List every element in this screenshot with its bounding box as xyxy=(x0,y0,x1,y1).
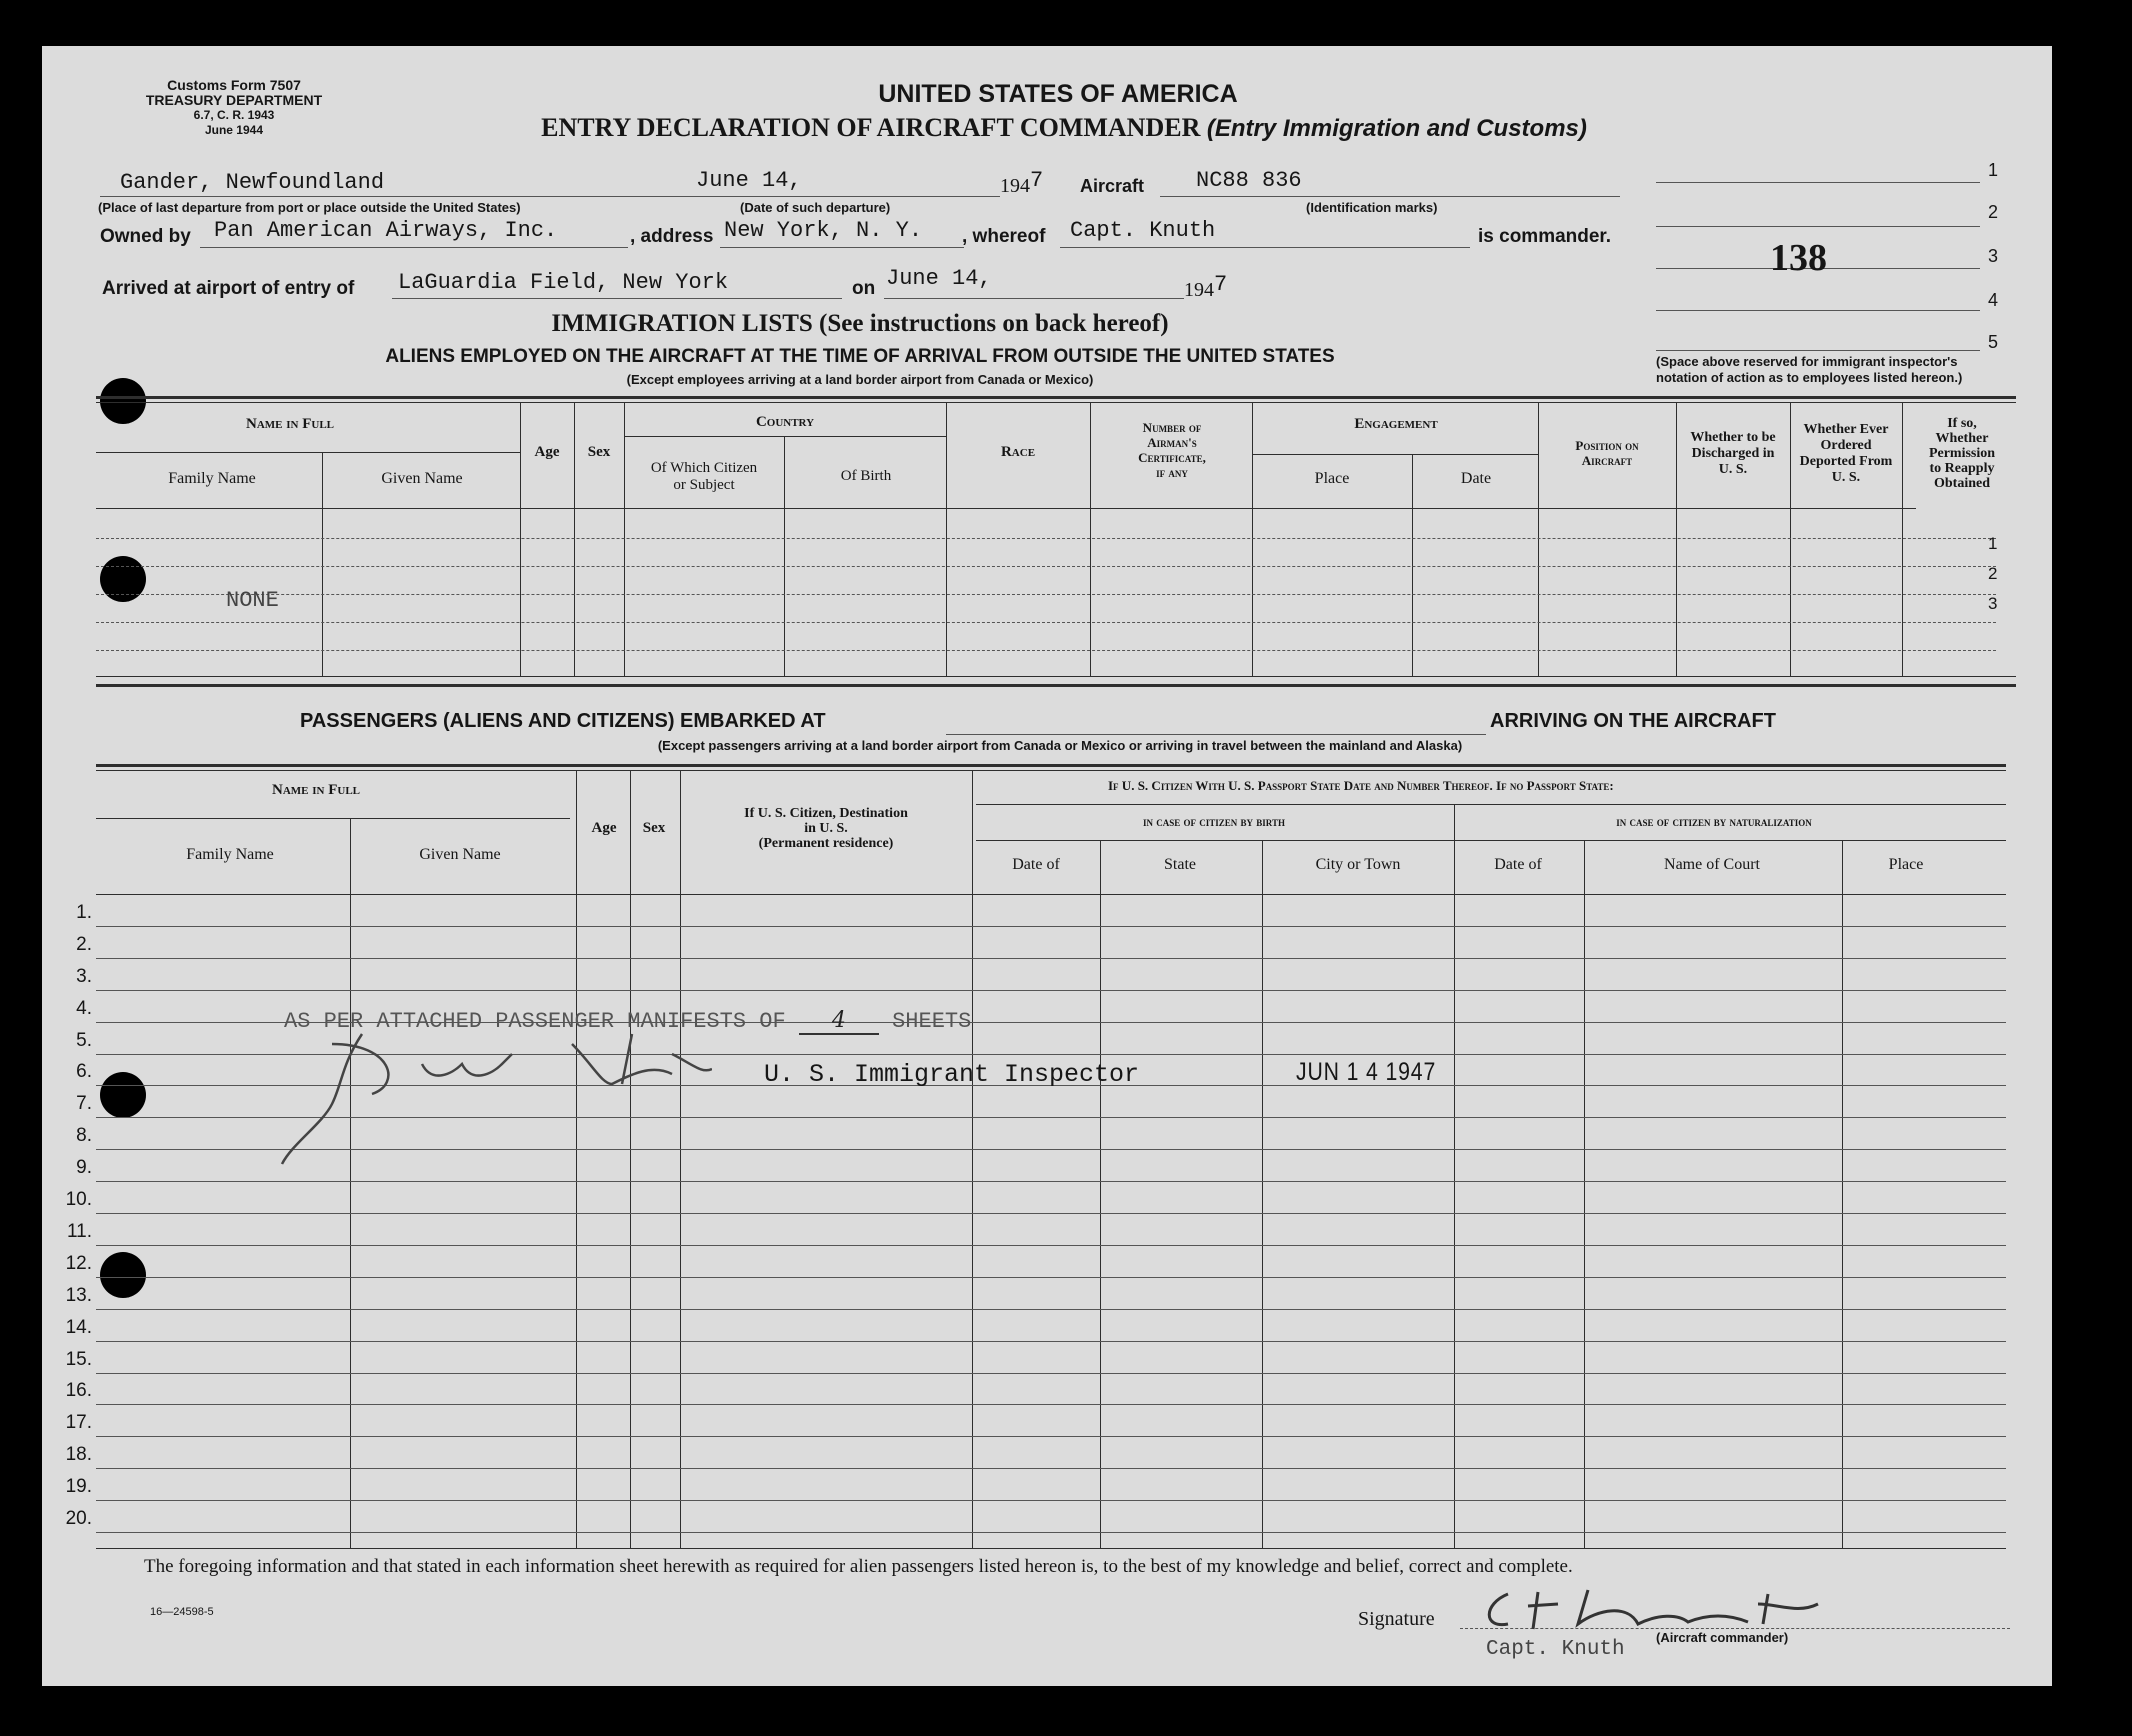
inspector-note-line1: (Space above reserved for immigrant inspector's xyxy=(1656,354,1958,369)
owner-name: Pan American Airways, Inc. xyxy=(214,218,558,243)
imm-col-given-name: Given Name xyxy=(381,470,463,487)
passenger-row-line xyxy=(96,1341,2006,1342)
year-digit: 7 xyxy=(1030,168,1044,193)
passenger-row-number: 20. xyxy=(65,1508,92,1529)
pax-col-date-of-2: Date of xyxy=(1494,856,1542,873)
print-code: 16—24598-5 xyxy=(150,1606,214,1618)
imm-row-3: 3 xyxy=(1988,594,1998,613)
pax-col-dest-l2: in U. S. xyxy=(804,821,848,836)
passenger-row-line xyxy=(96,958,2006,959)
arrival-date: June 14, xyxy=(886,266,992,291)
arrived-label: Arrived at airport of entry of xyxy=(102,278,355,299)
pax-col-state: State xyxy=(1164,856,1196,873)
pax-col-city: City or Town xyxy=(1315,856,1401,873)
year-prefix: 194 xyxy=(1000,175,1030,197)
punch-hole xyxy=(100,556,146,602)
passenger-row-number: 9. xyxy=(76,1157,92,1178)
owned-by-label: Owned by xyxy=(100,226,191,247)
departure-date: June 14, xyxy=(696,168,802,193)
imm-col-country: Country xyxy=(755,414,815,430)
passenger-row-number: 6. xyxy=(76,1061,92,1082)
signature-label: Signature xyxy=(1358,1608,1435,1630)
imm-col-airman-l4: if any xyxy=(1156,465,1188,480)
aircraft-caption: (Identification marks) xyxy=(1306,200,1438,215)
pax-col-date-of: Date of xyxy=(1012,856,1060,873)
pax-col-dest-l3: (Permanent residence) xyxy=(758,836,894,851)
imm-col-citizen-l1: Of Which Citizen xyxy=(650,460,758,476)
aircraft-label: Aircraft xyxy=(1080,176,1145,196)
imm-col-citizen-l2: or Subject xyxy=(673,477,735,493)
imm-col-date: Date xyxy=(1460,470,1492,487)
passenger-row-line xyxy=(96,1245,2006,1246)
imm-col-place: Place xyxy=(1314,470,1350,487)
side-number-3: 3 xyxy=(1988,246,1999,266)
departure-place: Gander, Newfoundland xyxy=(120,170,385,195)
imm-col-reapply-l2: Whether xyxy=(1935,431,1989,446)
imm-col-deported-l4: U. S. xyxy=(1831,470,1861,485)
arrival-year-digit: 7 xyxy=(1214,272,1228,297)
form-id-block xyxy=(146,78,322,138)
pax-col-age: Age xyxy=(591,820,617,836)
imm-col-position xyxy=(1575,438,1638,468)
imm-col-reapply-l3: Permission xyxy=(1928,446,1996,461)
form-number: Customs Form 7507 xyxy=(167,77,301,93)
passenger-row-number: 2. xyxy=(76,934,92,955)
passenger-row-number: 1. xyxy=(76,902,92,923)
departure-place-caption: (Place of last departure from port or place outside the United States) xyxy=(98,200,521,215)
passenger-row-line xyxy=(96,1373,2006,1374)
pax-col-court: Name of Court xyxy=(1664,856,1760,873)
passenger-row-number: 13. xyxy=(65,1285,92,1306)
imm-col-deported-l1: Whether Ever xyxy=(1803,422,1889,437)
passenger-row-number: 14. xyxy=(65,1317,92,1338)
pax-col-passport: If U. S. Citizen With U. S. Passport State Date and Number Thereof. If no Passport State: xyxy=(1108,778,1614,793)
imm-col-airman-l2: Airman's xyxy=(1147,435,1197,450)
form-title-italic: (Entry Immigration and Customs) xyxy=(1206,115,1587,142)
imm-col-discharge-l1: Whether to be xyxy=(1690,430,1776,445)
passenger-row-number: 17. xyxy=(65,1412,92,1433)
country-heading: UNITED STATES OF AMERICA xyxy=(878,80,1238,108)
inspector-signature-text xyxy=(364,1048,484,1071)
imm-col-deported-l2: Ordered xyxy=(1820,438,1872,453)
passenger-row-number: 19. xyxy=(65,1476,92,1497)
cfr-reference: 6.7, C. R. 1943 xyxy=(193,108,275,122)
pax-col-by-naturalization: in case of citizen by naturalization xyxy=(1616,814,1812,829)
side-number-5: 5 xyxy=(1988,332,1999,352)
arrival-year-prefix: 194 xyxy=(1184,279,1214,301)
imm-col-birth: Of Birth xyxy=(840,468,892,484)
passenger-row-line xyxy=(96,1277,2006,1278)
pax-col-given-name: Given Name xyxy=(419,846,501,863)
passenger-row-line xyxy=(96,926,2006,927)
imm-col-reapply-l1: If so, xyxy=(1947,416,1977,431)
whereof-label: , whereof xyxy=(962,226,1046,247)
pax-col-family-name: Family Name xyxy=(186,846,274,863)
passenger-row-number: 5. xyxy=(76,1030,92,1051)
punch-hole xyxy=(100,378,146,424)
imm-col-airman-l3: Certificate, xyxy=(1138,450,1206,465)
punch-hole xyxy=(100,1072,146,1118)
passengers-note: (Except passengers arriving at a land border airport from Canada or Mexico or arriving in travel between the mainland and Alaska) xyxy=(657,738,1463,753)
is-commander-label: is commander. xyxy=(1478,226,1612,247)
imm-col-deported-l3: Deported From xyxy=(1799,454,1893,469)
arrival-year xyxy=(1184,272,1228,303)
imm-col-reapply-l4: to Reapply xyxy=(1929,461,1995,476)
passenger-row-number: 18. xyxy=(65,1444,92,1465)
passenger-row-number: 8. xyxy=(76,1125,92,1146)
commander-signature-text xyxy=(1500,1596,1590,1619)
passenger-row-number: 11. xyxy=(66,1221,92,1242)
passengers-title-right: ARRIVING ON THE AIRCRAFT xyxy=(1490,710,1776,732)
manifest-unit: SHEETS xyxy=(892,1009,972,1034)
imm-entry: NONE xyxy=(226,588,279,613)
aircraft-id: NC88 836 xyxy=(1196,168,1302,193)
department: TREASURY DEPARTMENT xyxy=(145,92,323,108)
immigration-subtitle: ALIENS EMPLOYED ON THE AIRCRAFT AT THE TIME OF ARRIVAL FROM OUTSIDE THE UNITED STATES xyxy=(385,346,1335,367)
commander-name: Capt. Knuth xyxy=(1070,218,1216,243)
declaration-text: The foregoing information and that stated in each information sheet herewith as required for alien passengers listed hereon is, to the best of my knowledge and belief, correct and complete. xyxy=(144,1556,1573,1577)
imm-row-2: 2 xyxy=(1988,564,1998,583)
side-number-4: 4 xyxy=(1988,290,1999,310)
inspector-title: U. S. Immigrant Inspector xyxy=(764,1060,1140,1089)
manifest-count: 4 xyxy=(799,1008,879,1035)
imm-col-airman xyxy=(1138,420,1206,480)
form-title xyxy=(541,113,1587,143)
punch-hole xyxy=(100,1252,146,1298)
imm-col-sex: Sex xyxy=(587,444,611,460)
passenger-row-number: 3. xyxy=(76,966,92,987)
inspector-note-line2: notation of action as to employees listed hereon.) xyxy=(1656,370,1963,385)
departure-year xyxy=(1000,168,1044,199)
form-title-main: ENTRY DECLARATION OF AIRCRAFT COMMANDER xyxy=(541,113,1201,142)
entry-airport: LaGuardia Field, New York xyxy=(398,270,729,295)
inspection-date-stamp: JUN 1 4 1947 xyxy=(1296,1058,1437,1086)
owner-address: New York, N. Y. xyxy=(724,218,923,243)
commander-role: (Aircraft commander) xyxy=(1656,1630,1789,1645)
imm-col-reapply xyxy=(1929,416,1995,491)
on-label: on xyxy=(852,278,876,299)
departure-date-caption: (Date of such departure) xyxy=(740,200,891,215)
immigration-title: IMMIGRATION LISTS (See instructions on back hereof) xyxy=(551,310,1169,337)
pax-col-place: Place xyxy=(1888,856,1924,873)
imm-col-discharge-l2: Discharged in xyxy=(1691,446,1775,461)
immigration-note: (Except employees arriving at a land border airport from Canada or Mexico) xyxy=(626,372,1094,387)
pax-col-dest-l1: If U. S. Citizen, Destination xyxy=(744,806,908,821)
imm-col-airman-l1: Number of xyxy=(1142,420,1202,435)
passenger-row-line xyxy=(96,990,2006,991)
side-number-2: 2 xyxy=(1988,202,1999,222)
passenger-row-line xyxy=(96,1181,2006,1182)
imm-col-discharge xyxy=(1690,430,1775,478)
passenger-row-number: 7. xyxy=(76,1093,92,1114)
imm-col-discharge-l3: U. S. xyxy=(1718,462,1748,477)
passengers-title-left: PASSENGERS (ALIENS AND CITIZENS) EMBARKED AT xyxy=(300,710,826,732)
pax-col-sex: Sex xyxy=(642,820,666,836)
inspector-note xyxy=(1656,354,1962,386)
passenger-row-line xyxy=(96,1213,2006,1214)
passenger-row-number: 16. xyxy=(65,1380,92,1401)
imm-col-name-in-full: Name in Full xyxy=(245,416,335,432)
passenger-row-number: 12. xyxy=(65,1253,92,1274)
imm-col-position-l1: Position on xyxy=(1575,438,1639,453)
passenger-row-number: 15. xyxy=(65,1349,92,1370)
pax-col-name-in-full: Name in Full xyxy=(271,782,361,798)
address-label: , address xyxy=(630,226,714,247)
passenger-row-line xyxy=(96,1532,2006,1533)
commander-printed-name: Capt. Knuth xyxy=(1486,1638,1625,1661)
inspector-signature xyxy=(272,1024,712,1174)
imm-col-age: Age xyxy=(534,444,560,460)
passenger-row-number: 4. xyxy=(76,998,92,1019)
imm-col-race: Race xyxy=(1000,444,1036,460)
declaration-line1 xyxy=(144,1556,2004,1578)
page-stamp-number: 138 xyxy=(1770,237,1827,279)
passenger-row-line xyxy=(96,1309,2006,1310)
imm-col-position-l2: Aircraft xyxy=(1581,453,1633,468)
passenger-row-line xyxy=(96,1468,2006,1469)
passenger-row-line xyxy=(96,1404,2006,1405)
imm-row-1: 1 xyxy=(1988,534,1998,553)
imm-col-engagement: Engagement xyxy=(1354,416,1438,432)
passenger-row-line xyxy=(96,1500,2006,1501)
manifest-text: AS PER ATTACHED PASSENGER MANIFESTS OF xyxy=(284,1009,786,1034)
imm-col-reapply-l5: Obtained xyxy=(1933,476,1991,491)
imm-col-deported xyxy=(1800,422,1893,486)
side-number-1: 1 xyxy=(1988,160,1999,180)
passenger-row-line xyxy=(96,1436,2006,1437)
form-date: June 1944 xyxy=(204,123,264,137)
imm-col-family-name: Family Name xyxy=(168,470,256,487)
pax-col-destination xyxy=(744,806,908,851)
imm-col-citizen xyxy=(651,460,757,494)
pax-col-by-birth: in case of citizen by birth xyxy=(1143,814,1285,829)
passenger-row-number: 10. xyxy=(65,1189,92,1210)
